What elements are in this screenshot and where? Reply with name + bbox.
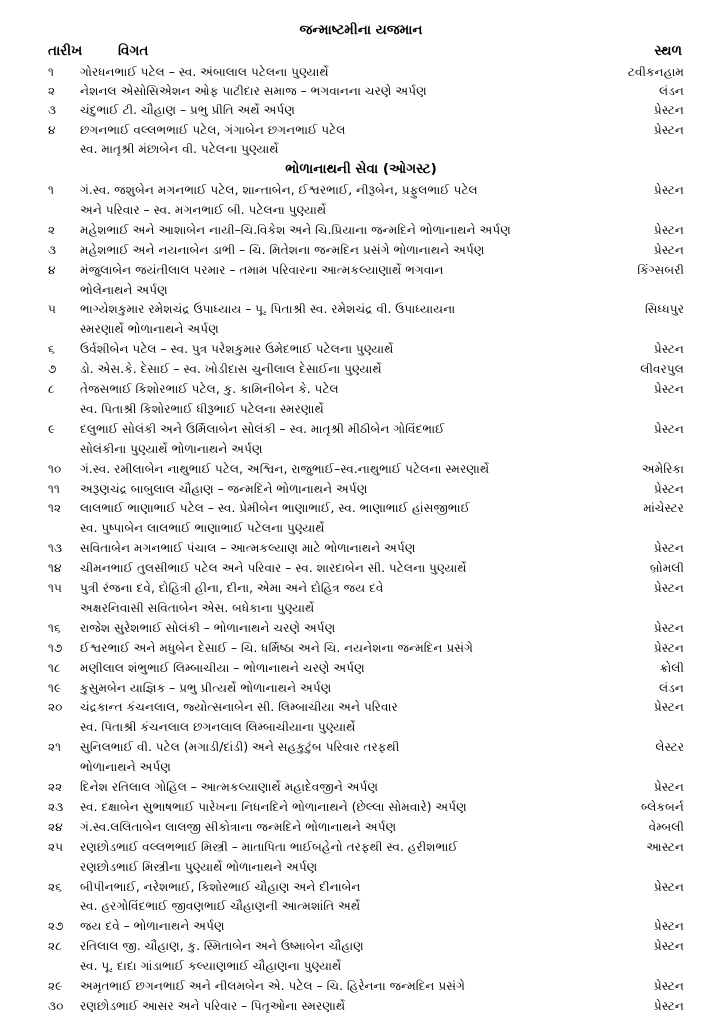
item-text: મંજુલાબેન જયંતીલાલ પરમાર – તમામ પરિવારના આત્મકલ્યાણાર્થે ભગવાન xyxy=(80,262,444,277)
list-item xyxy=(0,498,722,518)
list-item-continuation xyxy=(0,280,722,300)
item-place: કિંગ્સબરી xyxy=(637,262,684,277)
item-number: ૧૦ xyxy=(48,461,62,476)
item-place: આસ્ટન xyxy=(646,839,684,854)
list-item xyxy=(0,936,722,956)
list-item xyxy=(0,479,722,499)
item-number: ૯ xyxy=(48,421,56,436)
item-number: ૨૨ xyxy=(48,780,63,794)
item-text: રણછોડભાઈ આસર અને પરિવાર – પિતૃઓના સ્મરણાર્થે xyxy=(80,998,346,1013)
list-item xyxy=(0,339,722,359)
list-item xyxy=(0,658,722,678)
item-place: લંડન xyxy=(659,680,684,695)
list-item xyxy=(0,618,722,638)
item-text: કુસુમબેન યાજ્ઞિક – પ્રભુ પ્રીત્યર્થે ભોળાનાથને અર્પણ xyxy=(80,680,332,695)
item-text: ઉર્વશીબેન પટેલ – સ્વ. પુત્ર પરેશકુમાર ઉમેદભાઈ પટેલના પુણ્યાર્થે xyxy=(80,342,394,357)
list-item-continuation xyxy=(0,200,722,220)
list-item xyxy=(0,419,722,439)
list-item xyxy=(0,299,722,319)
item-text: જય દવે – ભોળાનાથને અર્પણ xyxy=(80,919,225,934)
item-text: સુનિલભાઈ વી. પટેલ (મગાડી/દાંડી) અને સહકુટુંબ પરિવાર તરફથી xyxy=(80,740,400,755)
item-number: ૨૦ xyxy=(48,700,63,715)
list-item-continuation xyxy=(0,717,722,737)
item-place: વેમ્બલી xyxy=(648,819,684,834)
item-number: ૨ xyxy=(48,222,56,237)
item-number: ૪ xyxy=(48,122,56,137)
item-text: મણીલાલ શંભુભાઈ લિમ્બાચીયા – ભોળાનાથને ચરણે અર્પણ xyxy=(80,660,365,675)
item-number: ૮ xyxy=(48,382,55,396)
column-header-row xyxy=(0,42,722,60)
item-place: પ્રેસ્ટન xyxy=(653,222,684,237)
item-text: ડો. એસ.કે. દેસાઈ – સ્વ. ખોડીદાસ ચુનીલાલ દેસાઈના પુણ્યાર્થે xyxy=(80,362,382,377)
item-text: અમૃતભાઈ છગનભાઈ અને નીલમબેન એ. પટેલ – ચિ. હિરેનના જન્મદિન પ્રસંગે xyxy=(80,979,466,993)
header-date: તારીખ xyxy=(48,43,83,59)
item-place: લેસ્ટર xyxy=(655,740,684,755)
item-place: પ્રેસ્ટન xyxy=(653,382,684,396)
item-text: પુત્રી રંજના દવે, દોહિત્રી હીના, દીના, એમા અને દોહિત્ર જય દવે xyxy=(80,581,384,595)
item-place: પ્રેસ્ટન xyxy=(653,541,684,556)
item-place: પ્રેસ્ટન xyxy=(653,998,684,1013)
list-item-continuation xyxy=(0,439,722,459)
list-item-continuation xyxy=(0,857,722,877)
item-number: ૨૭ xyxy=(48,919,64,934)
item-text: તેજસભાઈ કિશોરભાઈ પટેલ, કુ. કામિનીબેન કે. પટેલ xyxy=(80,382,339,396)
list-item xyxy=(0,916,722,936)
item-text: ગં.સ્વ. જશુબેન મગનભાઈ પટેલ, શાન્તાબેન, ઈશ્વરભાઈ, નીરૂબેન, પ્રફુલભાઈ પટેલ xyxy=(80,183,478,197)
list-item xyxy=(0,260,722,280)
list-item xyxy=(0,220,722,240)
item-text: સ્વ. દક્ષાબેન સુભાષભાઈ પારેખના નિધનદિને ભોળાનાથને (છેલ્લા સોમવારે) અર્પણ xyxy=(80,799,467,814)
list-item xyxy=(0,379,722,399)
item-text: સ્વ. હરગોવિંદભાઈ જીવણભાઈ ચૌહાણની આત્મશાંતિ અર્થે xyxy=(80,899,361,914)
item-text: ગં.સ્વ.લલિતાબેન લાલજી સીકોત્રાના જન્મદિને ભોળાનાથને અર્પણ xyxy=(80,819,397,834)
item-number: ૧ xyxy=(48,183,54,197)
item-text: મહેશભાઈ અને નયનાબેન ડાભી – ચિ. મિતેશના જન્મદિન પ્રસંગે ભોળાનાથને અર્પણ xyxy=(80,242,485,257)
item-number: ૭ xyxy=(48,362,57,377)
item-text: સ્મરણાર્થે ભોળાનાથને અર્પણ xyxy=(80,322,219,337)
item-text: નેશનલ એસોસિએશન ઓફ પાટીદાર સમાજ – ભગવાનના ચરણે અર્પણ xyxy=(80,84,427,99)
list-item xyxy=(0,538,722,558)
list-item xyxy=(0,62,722,82)
item-text: ભોલેનાથને અર્પણ xyxy=(80,282,168,297)
item-text: બીપીનભાઈ, નરેશભાઈ, કિશોરભાઈ ચૌહાણ અને દીનાબેન xyxy=(80,879,361,894)
list-item xyxy=(0,877,722,897)
item-text: રતિલાલ જી. ચૌહાણ, કુ. સ્મિતાબેન અને ઉષ્માબેન ચૌહાણ xyxy=(80,939,364,954)
item-text: ચંદ્રકાન્ત કંચનલાલ, જ્યોત્સનાબેન સી. લિમ્બાચીયા અને પરિવાર xyxy=(80,700,398,715)
item-number: ૧૬ xyxy=(48,620,61,635)
item-number: ૨૫ xyxy=(48,839,64,854)
item-number: ૨૬ xyxy=(48,879,62,894)
item-text: દિનેશ રતિલાલ ગોહિલ – આત્મકલ્યાણાર્થે મહાદેવજીને અર્પણ xyxy=(80,780,379,794)
list-item xyxy=(0,558,722,578)
item-text: સ્વ. પૂ. દાદા ગાંડાભાઈ કલ્યાણભાઈ ચૌહાણના પુણ્યાર્થે xyxy=(80,959,342,974)
item-place: પ્રેસ્ટન xyxy=(653,640,684,655)
list-item-continuation xyxy=(0,518,722,538)
item-place: પ્રેસ્ટન xyxy=(653,979,684,993)
item-text: અક્ષરનિવાસી સવિતાબેન એસ. બધેકાના પુણ્યાર્થે xyxy=(80,600,315,615)
item-text: સ્વ. પિતાશ્રી કંચનલાલ છગનલાલ લિમ્બાચીયાના પુણ્યાર્થે xyxy=(80,720,356,735)
header-detail: વિગત xyxy=(118,43,149,59)
list-item-continuation xyxy=(0,319,722,339)
section-title-bholanath: ભોળાનાથની સેવા (ઓગસ્ટ) xyxy=(285,161,437,177)
item-number: ૧૩ xyxy=(48,541,63,556)
item-text: સવિતાબેન મગનભાઈ પંચાલ – આત્મકલ્યાણ માટે ભોળાનાથને અર્પણ xyxy=(80,541,416,556)
item-text: અરૂણચંદ્ર બાબુલાલ ચૌહાણ – જન્મદિને ભોળાનાથને અર્પણ xyxy=(80,481,368,496)
item-place: પ્રેસ્ટન xyxy=(653,342,684,357)
list-item xyxy=(0,996,722,1016)
list-item xyxy=(0,120,722,140)
item-text: ચીમનભાઈ તુલસીભાઈ પટેલ અને પરિવાર – સ્વ. શારદાબેન સી. પટેલના પુણ્યાર્થે xyxy=(80,561,467,576)
header-place: સ્થળ xyxy=(654,43,682,59)
item-place: ક્રોલી xyxy=(659,660,684,675)
item-number: ૩૦ xyxy=(48,998,64,1013)
item-text: ગોરધનભાઈ પટેલ – સ્વ. અંબાલાલ પટેલના પુણ્યાર્થે xyxy=(80,65,329,79)
list-item xyxy=(0,678,722,698)
item-number: ૨૩ xyxy=(48,799,64,814)
list-item xyxy=(0,180,722,200)
item-text: રણછોડભાઈ વલ્લભભાઈ મિસ્ત્રી – માતાપિતા ભાઈબહેનો તરફથી સ્વ. હરીશભાઈ xyxy=(80,839,458,854)
item-text: લાલભાઈ ભાણાભાઈ પટેલ – સ્વ. પ્રેમીબેન ભાણાભાઈ, સ્વ. ભાણાભાઈ હાંસજીભાઈ xyxy=(80,501,471,516)
list-item xyxy=(0,359,722,379)
item-text: ભોળાનાથને અર્પણ xyxy=(80,760,172,775)
item-text: દલુભાઈ સોલંકી અને ઉર્મિલાબેન સોલંકી – સ્વ. માતૃશ્રી મીઠીબેન ગોવિંદભાઈ xyxy=(80,421,445,436)
list-item xyxy=(0,837,722,857)
item-place: પ્રેસ્ટન xyxy=(653,183,684,197)
item-place: બ્લેકબર્ન xyxy=(641,799,684,814)
item-number: ૬ xyxy=(48,342,55,357)
list-item xyxy=(0,459,722,479)
item-place: પ્રેસ્ટન xyxy=(653,700,684,715)
item-place: માંચેસ્ટર xyxy=(643,501,684,516)
item-number: ૨૪ xyxy=(48,819,63,834)
item-number: ૨૯ xyxy=(48,979,63,993)
item-number: ૧૧ xyxy=(48,481,60,496)
list-item xyxy=(0,81,722,101)
item-text: છગનભાઈ વલ્લભભાઈ પટેલ, ગંગાબેન છગનભાઈ પટેલ xyxy=(80,122,346,137)
item-text: સ્વ. પુષ્પાબેન લાલભાઈ ભાણાભાઈ પટેલના પુણ્યાર્થે xyxy=(80,521,325,536)
item-number: ૧૪ xyxy=(48,561,62,576)
list-item xyxy=(0,638,722,658)
item-number: ૨૮ xyxy=(48,939,62,954)
item-place: સિધ્ધપુર xyxy=(645,302,684,317)
item-number: ૧૫ xyxy=(48,581,62,595)
item-place: પ્રેસ્ટન xyxy=(653,103,684,118)
item-place: પ્રેસ્ટન xyxy=(653,421,684,436)
item-place: પ્રેસ્ટન xyxy=(653,122,684,137)
item-text: સ્વ. પિતાશ્રી કિશોરભાઈ ધીરૂભાઈ પટેલના સ્મરણાર્થે xyxy=(80,401,324,416)
item-number: ૨૧ xyxy=(48,740,62,755)
item-text: મહેશભાઈ અને આશાબેન નાયી–ચિ.વિકેશ અને ચિ.પ્રિયાના જન્મદિને ભોળાનાથને અર્પણ xyxy=(80,222,511,237)
item-text: રાજેશ સુરેશભાઈ સોલંકી – ભોળાનાથને ચરણે અર્પણ xyxy=(80,620,336,635)
item-text: ચંદુભાઈ ટી. ચૌહાણ – પ્રભુ પ્રીતિ અર્થે અર્પણ xyxy=(80,103,296,118)
list-item xyxy=(0,578,722,598)
list-item xyxy=(0,697,722,717)
item-place: પ્રેસ્ટન xyxy=(653,879,684,894)
item-number: ૨ xyxy=(48,84,56,99)
item-number: ૧૨ xyxy=(48,501,62,516)
item-number: ૧૭ xyxy=(48,640,63,655)
item-number: ૫ xyxy=(48,302,57,317)
item-text: સ્વ. માતૃશ્રી મંછાબેન વી. પટેલના પુણ્યાર્થે xyxy=(80,141,279,156)
item-place: બ્રોમલી xyxy=(649,561,684,576)
item-place: પ્રેસ્ટન xyxy=(653,620,684,635)
item-number: ૩ xyxy=(48,242,57,257)
list-item-continuation xyxy=(0,757,722,777)
list-item-continuation xyxy=(0,139,722,159)
item-place: અમેરિકા xyxy=(641,461,684,476)
item-text: ભાગ્યેશકુમાર રમેશચંદ્ર ઉપાધ્યાય – પૂ. પિતાશ્રી સ્વ. રમેશચંદ્ર વી. ઉપાધ્યાયના xyxy=(80,302,456,317)
item-text: સોલંકીના પુણ્યાર્થે ભોળાનાથને અર્પણ xyxy=(80,441,263,456)
item-place: પ્રેસ્ટન xyxy=(653,919,684,934)
item-text: ગં.સ્વ. રમીલાબેન નાથુભાઈ પટેલ, અશ્વિન, રાજુભાઈ–સ્વ.નાથુભાઈ પટેલના સ્મરણાર્થે xyxy=(80,461,490,476)
list-item-continuation xyxy=(0,956,722,976)
section-title-janmashtami: જન્માષ્ટમીના યજમાન xyxy=(299,22,423,38)
item-place: પ્રેસ્ટન xyxy=(653,242,684,257)
item-place: પ્રેસ્ટન xyxy=(653,780,684,794)
item-place: પ્રેસ્ટન xyxy=(653,939,684,954)
list-item-continuation xyxy=(0,598,722,618)
item-number: ૧૮ xyxy=(48,660,61,675)
item-number: ૧ xyxy=(48,65,54,79)
item-text: ઈશ્વરભાઈ અને મધુબેન દેસાઈ – ચિ. ધર્મિષ્ઠા અને ચિ. નયનેશના જન્મદિન પ્રસંગે xyxy=(80,640,474,655)
item-place: લીવરપુલ xyxy=(640,362,684,377)
item-number: ૩ xyxy=(48,103,57,118)
list-item xyxy=(0,100,722,120)
item-text: રણછોડભાઈ મિસ્ત્રીના પુણ્યાર્થે ભોળાનાથને અર્પણ xyxy=(80,859,318,874)
list-item xyxy=(0,817,722,837)
list-item xyxy=(0,737,722,757)
item-place: પ્રેસ્ટન xyxy=(653,581,684,595)
item-number: ૪ xyxy=(48,262,56,277)
item-place: લંડન xyxy=(659,84,684,99)
list-item xyxy=(0,797,722,817)
list-item xyxy=(0,777,722,797)
item-place: ટવીકનહામ xyxy=(627,65,684,79)
list-item-continuation xyxy=(0,399,722,419)
item-number: ૧૯ xyxy=(48,680,62,695)
item-place: પ્રેસ્ટન xyxy=(653,481,684,496)
item-text: અને પરિવાર – સ્વ. મગનભાઈ બી. પટેલના પુણ્યાર્થે xyxy=(80,202,327,217)
list-item xyxy=(0,240,722,260)
list-item-continuation xyxy=(0,896,722,916)
list-item xyxy=(0,976,722,996)
